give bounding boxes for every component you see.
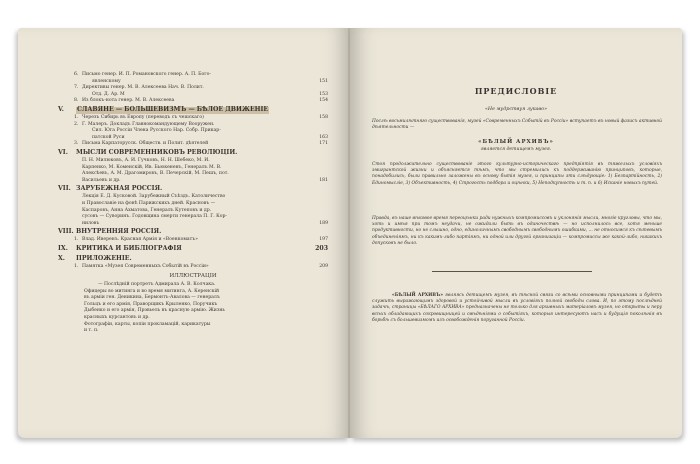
preface-heading-1-sub: является детищемъ музея. (480, 147, 552, 152)
toc-text: Алексѣевъ, А. М. Драгомировъ, В. Печерскій, М. Пешъ, пот. (82, 171, 229, 177)
toc-page-number: 151 (319, 78, 328, 84)
toc-text: ПРИЛОЖЕНІЕ. (76, 254, 132, 262)
toc-section-heading (58, 150, 328, 158)
toc-text: явленскому (92, 78, 121, 84)
table-of-contents (58, 72, 328, 335)
toc-entry (58, 85, 328, 92)
toc-number: 2. (74, 121, 79, 127)
toc-page-number: 209 (319, 263, 328, 269)
toc-text: Письмо генер. И. П. Романовского генер. А. П. Бого- (82, 72, 211, 77)
toc-page-number: 203 (315, 244, 328, 252)
toc-page-number: 154 (319, 98, 328, 104)
toc-text: МЫСЛИ СОВРЕМЕННИКОВЪ РЕВОЛЮЦІИ. (76, 148, 238, 156)
toc-entry (58, 178, 328, 185)
preface-paragraph-4 (372, 293, 662, 324)
toc-entry (58, 72, 328, 79)
preface-paragraph-4-text: являясь детищемъ музея, въ тѣсной связи со всѣми основными принципами и будетъ служить выражающимъ здоровой и устойчивой мысли въ условіяхъ полной свободы слова. И, по этому послѣдней задачѣ, страницы «БѢЛАГО АРХИВА» предназначены не только для архивныхъ матеріаловъ музея, но открыты и перу всѣхъ обладающихъ сокровищницей и свѣдѣніями о событіяхъ, которыя интересуютъ насъ и будущія поколѣнія въ борьбѣ съ большевизмомъ изъ освобожденія поруганной Россіи. (372, 293, 662, 323)
toc-page-number: 158 (319, 114, 328, 120)
epigraph: «Не мудрствуя лукаво» (484, 107, 548, 112)
toc-page-number: 163 (319, 134, 328, 140)
toc-entry (58, 264, 328, 271)
preface-heading-1: «БѢЛЫЙ АРХИВЪ» (478, 139, 554, 145)
toc-text: Карпенко, М. Коменскій, Ив. Бьюкененъ, Генералъ М. В. (82, 164, 222, 170)
toc-text: П. Н. Милюковъ, А. И. Гучковъ, Н. Н. Шебеко, М. И. (82, 157, 210, 163)
section-divider (432, 271, 592, 272)
toc-section-heading (58, 256, 328, 264)
toc-text: ВНУТРЕННЯЯ РОССІЯ. (76, 228, 162, 236)
illustration-line: Фотографіи, карты, копіи прокламацій, карикатуры (84, 321, 211, 327)
toc-page-number: 181 (319, 177, 328, 183)
illustrations-title: ИЛЛЮСТРАЦІИ (169, 273, 217, 280)
toc-page-number: 189 (319, 220, 328, 226)
toc-text: СЛАВЯНЕ — БОЛЬШЕВИЗМЪ — БѢЛОЕ ДВИЖЕНІЕ (77, 105, 269, 113)
illustration-line: Офицеры во митинга и во время митинга, А. Керенскій (84, 288, 220, 294)
illustration-line: красныхъ курсантовъ и др. (84, 315, 150, 321)
toc-number: VI. (58, 148, 68, 156)
right-page (350, 28, 682, 438)
toc-text: Памятка «Музея Современныхъ Событій въ Россіи» (82, 263, 209, 269)
open-book (18, 28, 682, 438)
illustration-line: въ арміи ген. Деникина, Бермонтъ-Авалова — генералъ (84, 295, 220, 301)
toc-entry (58, 141, 328, 148)
toc-entry (58, 201, 328, 208)
toc-entry (58, 115, 328, 122)
toc-number: 1. (74, 237, 79, 243)
toc-number: 1. (74, 114, 79, 120)
toc-text: ниловъ (82, 220, 100, 226)
toc-text: патской Руси (92, 134, 125, 140)
left-page (18, 28, 350, 438)
toc-section-heading (58, 246, 328, 254)
toc-number: 8. (74, 98, 79, 104)
illustration-line: и т. п. (84, 328, 99, 334)
illustration-line: — Послѣдній портретъ Адмирала А. В. Колчака. (98, 282, 216, 288)
toc-number: 3. (74, 141, 79, 147)
toc-entry (58, 158, 328, 165)
toc-text: сусовъ — Суворинъ. Годовщина смерти генерала П. Г. Кор- (82, 214, 227, 220)
toc-section-heading (58, 107, 328, 115)
toc-text: Лекція Е. Д. Кусковой. Зарубежный Съѣздъ. Католичество (82, 194, 226, 200)
toc-text: КРИТИКА И БИБЛІОГРАФІЯ (76, 244, 182, 252)
toc-page-number: 197 (319, 237, 328, 243)
toc-text: Из блокъ-нота генер. М. В. Алексеева (82, 98, 175, 104)
illustration-line: Дыбенко и его армія, Прэвьель въ красную армію. Жизнь (84, 308, 225, 314)
toc-number: 6. (74, 72, 79, 77)
preface-heading-2: «БѢЛЫЙ АРХИВЪ» (392, 293, 443, 298)
toc-text: Сил. Юга Россіи Члена Русского Нар. Собр. Прикар- (92, 128, 221, 134)
toc-text: и Православіе на фонѣ Парижскихъ дней. Красновъ — (82, 200, 216, 206)
preface-paragraph-1: Послѣ восьмилѣтняго существованія, музей «Современныхъ Событій въ Россіи» вступаетъ въ новый фазисъ активной дѣятельности — (372, 119, 662, 131)
toc-entry (58, 128, 328, 135)
toc-number: VIII. (58, 228, 74, 236)
illustration-line: Гольцъ и его армія, Праворщикъ Крыленко, Поручикъ (84, 301, 218, 307)
toc-text: ЗАРУБЕЖНАЯ РОССІЯ. (76, 185, 163, 193)
toc-entry (58, 171, 328, 178)
preface-title: ПРЕДИСЛОВІЕ (474, 86, 558, 96)
toc-number: IX. (58, 244, 68, 252)
toc-text: Влад. Иверенъ. Красная Армія и «Военкоматъ» (82, 237, 198, 243)
toc-text: Черезъ Сибирь въ Европу (переводъ съ чешскаго) (82, 114, 204, 120)
toc-entry (58, 98, 328, 105)
toc-page-number: 171 (319, 141, 328, 147)
toc-text: Г. Малеръ. Докладъ Главнокомандующему Вооружен. (82, 121, 215, 127)
toc-number: VII. (58, 185, 71, 193)
toc-text: Васильевъ и др. (82, 177, 121, 183)
toc-entry (58, 237, 328, 244)
toc-entry (58, 221, 328, 228)
toc-text: Директивы генер. М. В. Алексеева Нач. В. Полит. (82, 85, 204, 91)
toc-text: Отд. Д. Ар. М (92, 91, 125, 97)
toc-entry (58, 194, 328, 201)
toc-number: X. (58, 254, 65, 262)
toc-number: 1. (74, 263, 79, 269)
preface-paragraph-2: Стоя продолжительно существованіе этого культурно-историческаго предпріятія въ тяжелыхъ условіяхъ эмигрантской жизни и объясняется тѣмъ, что мы стремились къ поддерживанію принциповъ, которые, понадобились, были правильно заложены въ основу бытія музея, и принципы эти слѣдующіе: 1) Безпартійность, 2) Единомысліе, 3) Объективность, 4) Строгость подбора и оцѣнки, 5) Неподкупность и т. п. и 6) Исканіе новыхъ путей. (372, 162, 662, 186)
toc-text: Письма Карпаторусск. Обществ. и Полит. дѣятелей (82, 141, 209, 147)
toc-text: Каспаровъ, Анна Ахматова, Генералъ Кутеповъ и др. (82, 207, 212, 213)
toc-number: 7. (74, 85, 79, 91)
toc-page-number: 153 (319, 91, 328, 97)
toc-number: V. (58, 105, 64, 113)
toc-entry (58, 214, 328, 221)
preface-paragraph-3: Правда, въ наше вѣковое время переоцѣнки ради нужныхъ компромиссовъ и уклонянія мысли, многіе кругловы, что мы, хоть и имѣя при томъ неудачи, не ожидали быть въ одиночествѣ — но исполнилось все, хотя меньше продуктивности, но не слышно, одно, единоличнымъ свободнымъ свободнымъ ошибками, ... не относимся къ сѣтевымъ объединеніямъ, ни къ какимъ-либо партіямъ, ни одной или другой организаціи — компромиссы же какой-либо, никакихъ допусковъ не было. (372, 216, 662, 246)
